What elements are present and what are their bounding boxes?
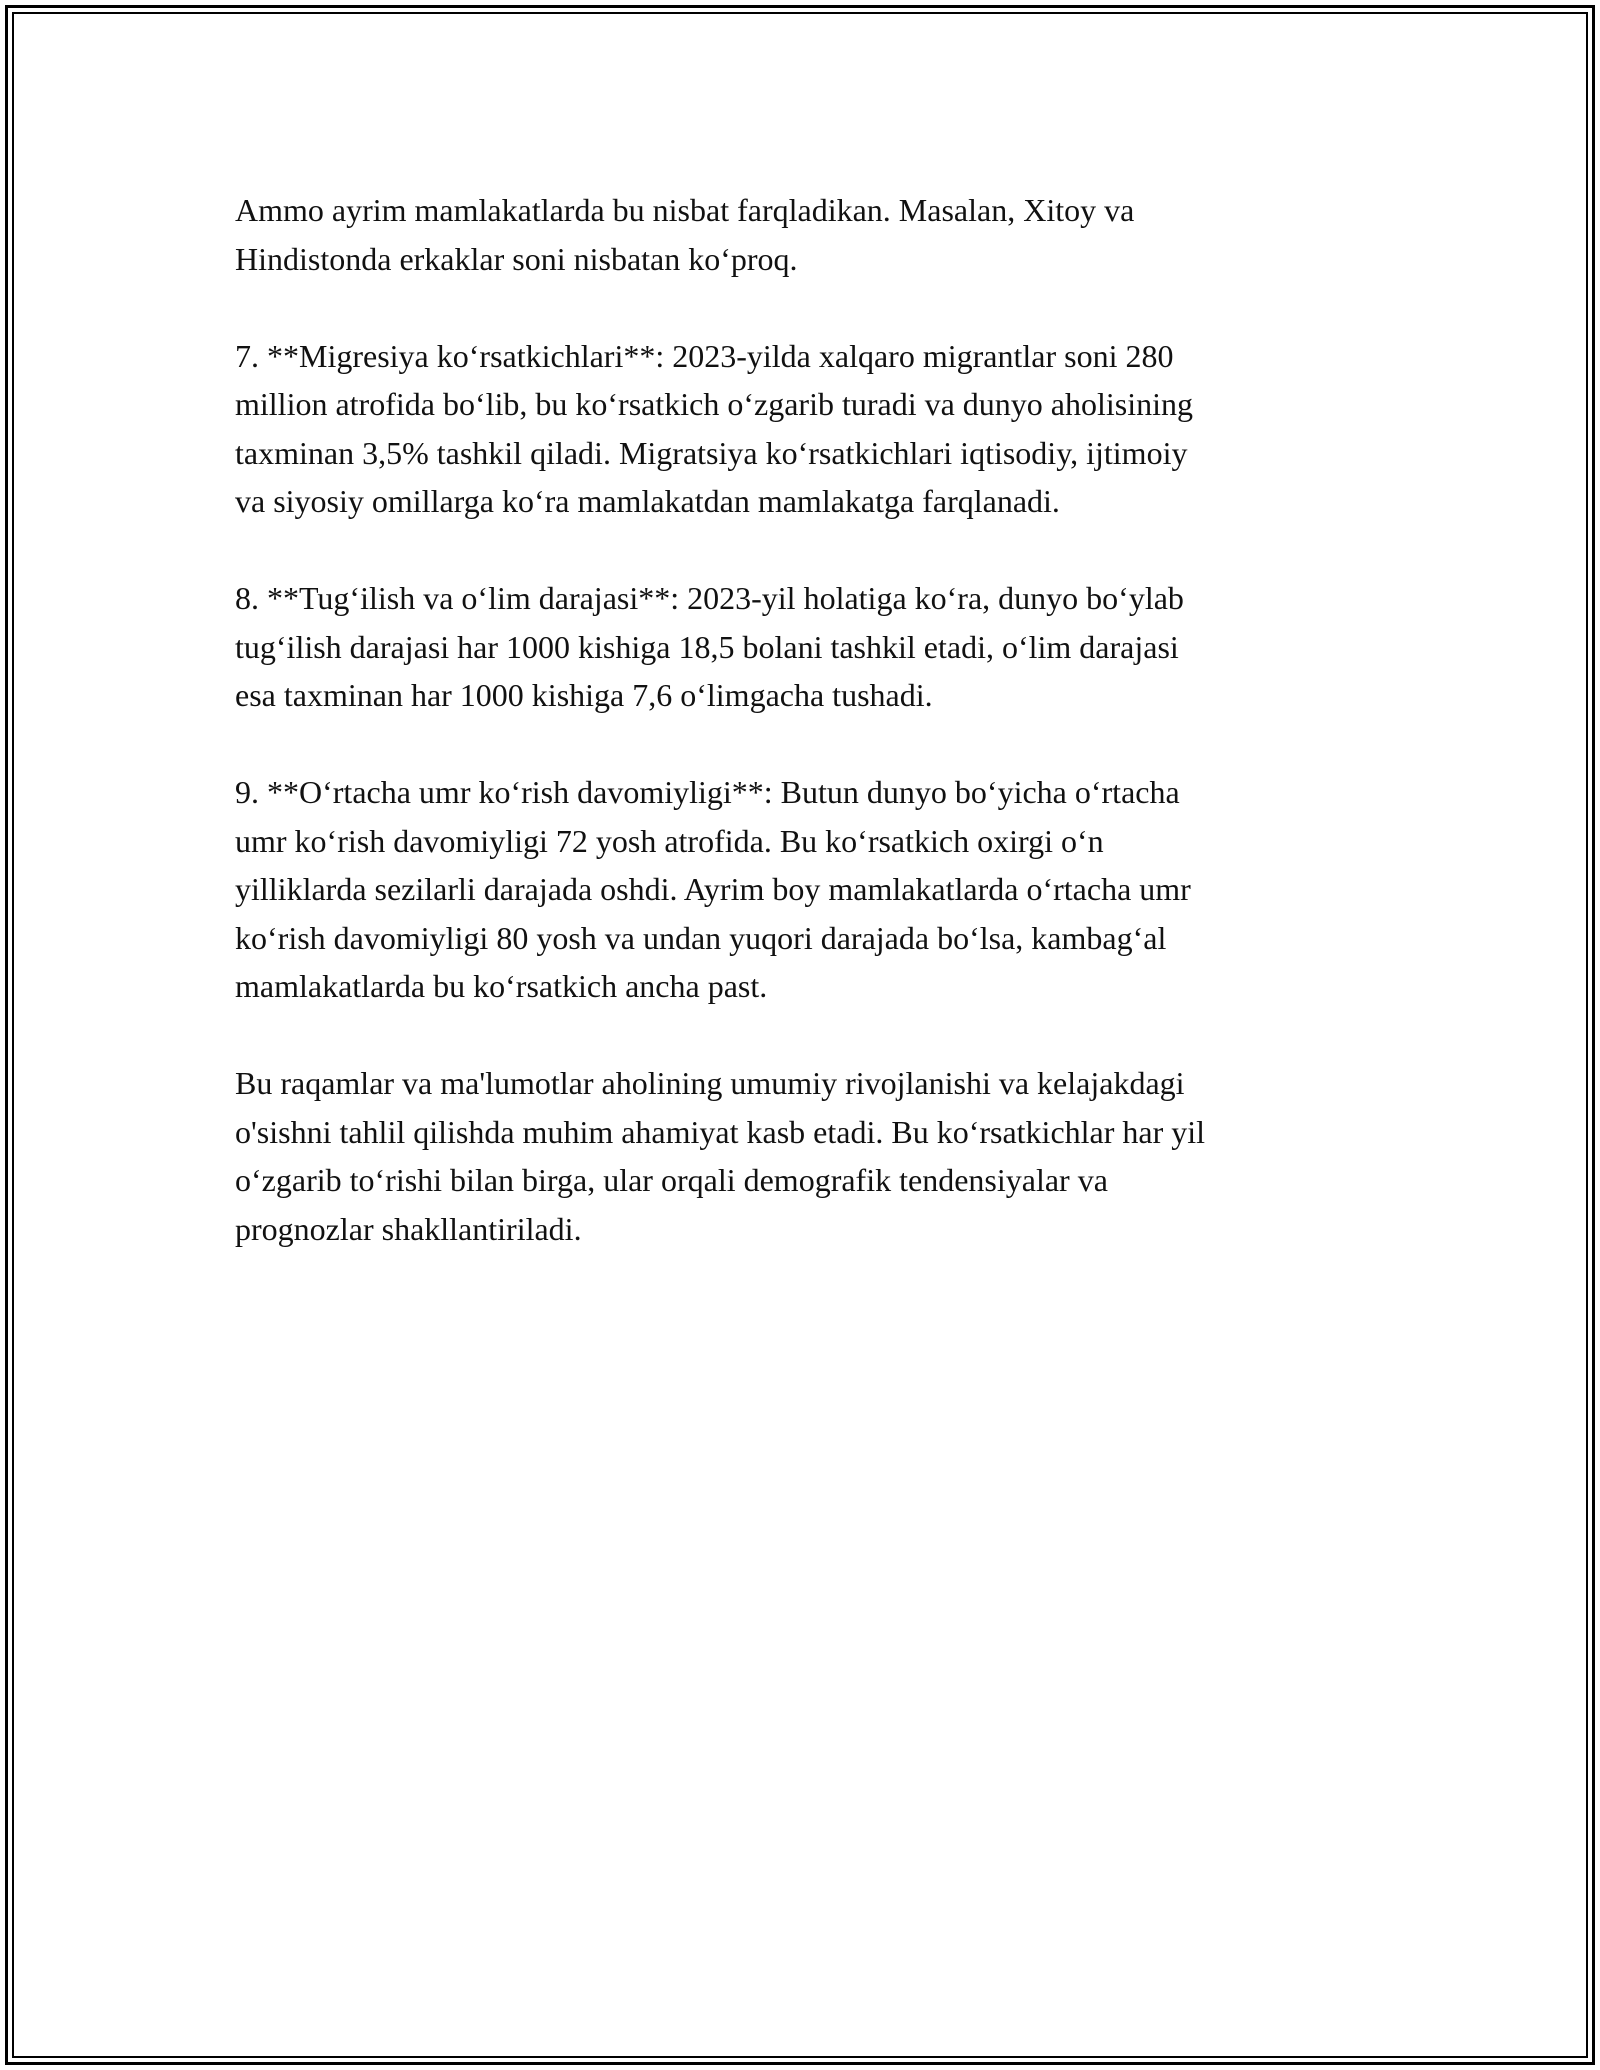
paragraph-gender-ratio: Ammo ayrim mamlakatlarda bu nisbat farqladikan. Masalan, Xitoy va Hindistonda erkaklar soni nisbatan ko‘proq. xyxy=(235,192,1135,277)
paragraph-conclusion: Bu raqamlar va ma'lumotlar aholining umumiy rivojlanishi va kelajakdagi o'sishni tahlil qilishda muhim ahamiyat kasb etadi. Bu ko‘rsatkichlar har yil o‘zgarib to‘rishi bilan birga, ular orqali demografik tendensiyalar va prognozlar shakllantiriladi. xyxy=(235,1065,1206,1247)
paragraph-life-expectancy: 9. **O‘rtacha umr ko‘rish davomiyligi**: Butun dunyo bo‘yicha o‘rtacha umr ko‘rish davomiyligi 72 yosh atrofida. Bu ko‘rsatkich oxirgi o‘n yilliklarda sezilarli darajada oshdi. Ayrim boy mamlakatlarda o‘rtacha umr ko‘rish davomiyligi 80 yosh va undan yuqori darajada bo‘lsa, kambag‘al mamlakatlarda bu ko‘rsatkich ancha past. xyxy=(235,774,1191,1004)
paragraph-birth-death-rate: 8. **Tug‘ilish va o‘lim darajasi**: 2023-yil holatiga ko‘ra, dunyo bo‘ylab tug‘ilish darajasi har 1000 kishiga 18,5 bolani tashkil etadi, o‘lim darajasi esa taxminan har 1000 kishiga 7,6 o‘limgacha tushadi. xyxy=(235,580,1184,713)
paragraph-migration: 7. **Migresiya ko‘rsatkichlari**: 2023-yilda xalqaro migrantlar soni 280 million atrofida bo‘lib, bu ko‘rsatkich o‘zgarib turadi va dunyo aholisining taxminan 3,5% tashkil qiladi. Migratsiya ko‘rsatkichlari iqtisodiy, ijtimoiy va siyosiy omillarga ko‘ra mamlakatdan mamlakatga farqlanadi. xyxy=(235,337,1194,519)
document-body xyxy=(235,186,1355,1302)
